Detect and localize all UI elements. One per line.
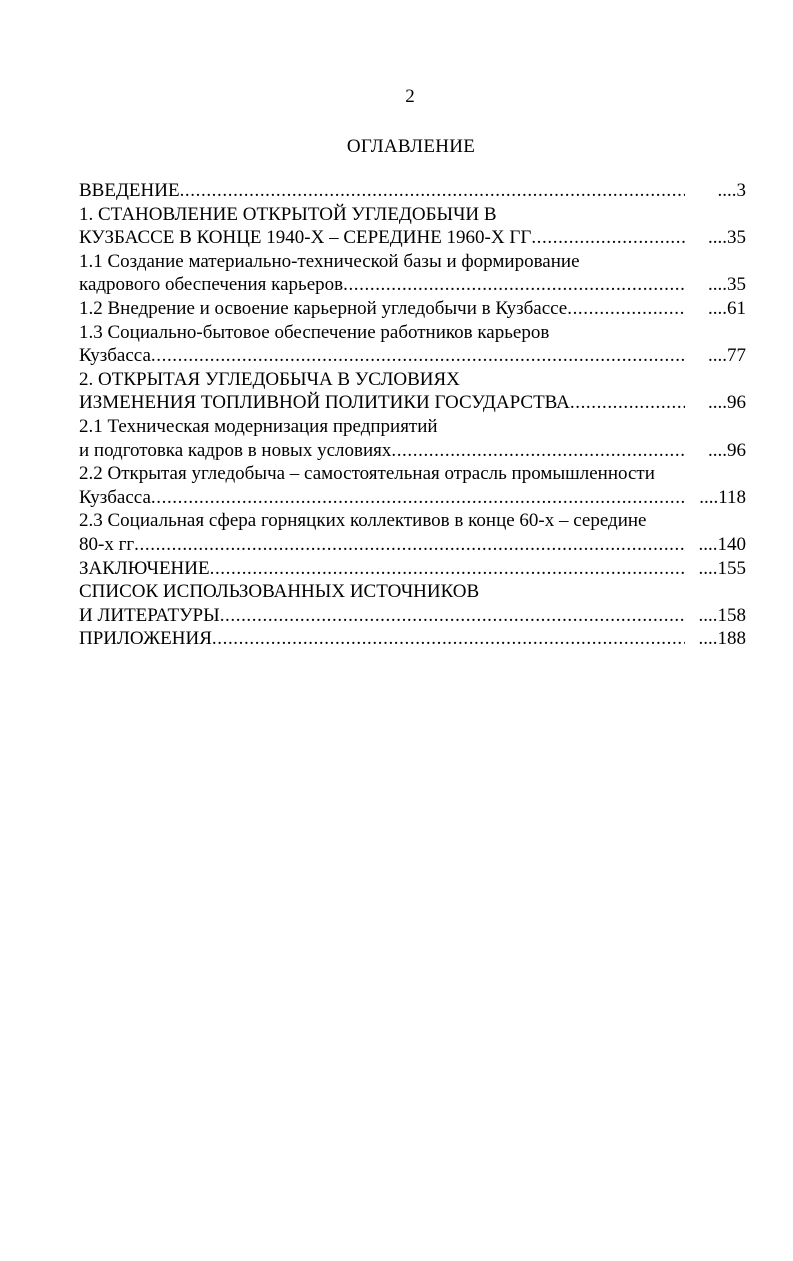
toc-entry-page: .... 158: [699, 604, 747, 628]
toc-entry-page: .... 188: [699, 627, 747, 651]
toc-entry-title: Кузбасса .....: [79, 344, 685, 368]
toc-entry-title: 2.1 Техническая модернизация предприятий: [79, 415, 438, 437]
toc-entry-title: ВВЕДЕНИЕ .....: [79, 179, 685, 203]
toc-entry[interactable]: [79, 297, 751, 321]
toc-entry-page: .... 118: [699, 486, 746, 510]
toc-entry-title: 1. СТАНОВЛЕНИЕ ОТКРЫТОЙ УГЛЕДОБЫЧИ В: [79, 203, 497, 225]
toc-entry[interactable]: [79, 179, 751, 203]
toc-entry-title: 1.2 Внедрение и освоение карьерной угледобычи в Кузбассе .....: [79, 297, 685, 321]
toc-entry-title: КУЗБАССЕ В КОНЦЕ 1940-Х – СЕРЕДИНЕ 1960-Х ГГ .....: [79, 226, 685, 250]
toc-entry[interactable]: [79, 580, 751, 627]
toc-entry-title: И ЛИТЕРАТУРЫ .....: [79, 604, 685, 628]
toc-entry-title: ЗАКЛЮЧЕНИЕ .....: [79, 557, 685, 581]
toc-entry-page: .... 35: [708, 226, 746, 250]
toc-entry-title: СПИСОК ИСПОЛЬЗОВАННЫХ ИСТОЧНИКОВ: [79, 581, 480, 603]
toc-entry-title: и подготовка кадров в новых условиях .....: [79, 439, 685, 463]
toc-entry-page: .... 96: [708, 439, 746, 463]
toc-entry[interactable]: [79, 627, 751, 651]
toc-entry-title: Кузбасса .....: [79, 486, 685, 510]
toc-entry-page: .... 3: [718, 179, 747, 203]
toc-entry-page: .... 155: [699, 557, 747, 581]
toc-entry[interactable]: [79, 250, 751, 297]
toc-entry-page: .... 140: [699, 533, 747, 557]
page-number: 2: [405, 86, 415, 107]
toc-entry-title: 80-х гг .....: [79, 533, 685, 557]
toc-entry[interactable]: [79, 368, 751, 415]
toc-heading: ОГЛАВЛЕНИЕ: [346, 136, 476, 157]
toc-entry-title: кадрового обеспечения карьеров .....: [79, 273, 685, 297]
toc-entry-page: .... 35: [708, 273, 746, 297]
toc-entry-title: 1.1 Создание материально-технической базы и формирование: [79, 250, 580, 272]
toc-entry[interactable]: [79, 321, 751, 368]
toc-entry-page: .... 77: [708, 344, 746, 368]
toc-entry[interactable]: [79, 509, 751, 556]
toc-entry[interactable]: [79, 415, 751, 462]
toc-entry[interactable]: [79, 462, 751, 509]
toc-entry-title: 2.2 Открытая угледобыча – самостоятельная отрасль промышленности: [79, 463, 655, 485]
toc-entry-title: ИЗМЕНЕНИЯ ТОПЛИВНОЙ ПОЛИТИКИ ГОСУДАРСТВА .....: [79, 391, 685, 415]
toc-entry-title: 2. ОТКРЫТАЯ УГЛЕДОБЫЧА В УСЛОВИЯХ: [79, 368, 460, 390]
toc-entry-title: 1.3 Социально-бытовое обеспечение работников карьеров: [79, 321, 550, 343]
toc-entry-title: ПРИЛОЖЕНИЯ .....: [79, 627, 685, 651]
toc-entry[interactable]: [79, 557, 751, 581]
toc-entry[interactable]: [79, 203, 751, 250]
toc-entry-title: 2.3 Социальная сфера горняцких коллективов в конце 60-х – середине: [79, 510, 647, 532]
toc-entry-page: .... 96: [708, 391, 746, 415]
table-of-contents: [79, 179, 751, 651]
toc-entry-page: .... 61: [708, 297, 746, 321]
